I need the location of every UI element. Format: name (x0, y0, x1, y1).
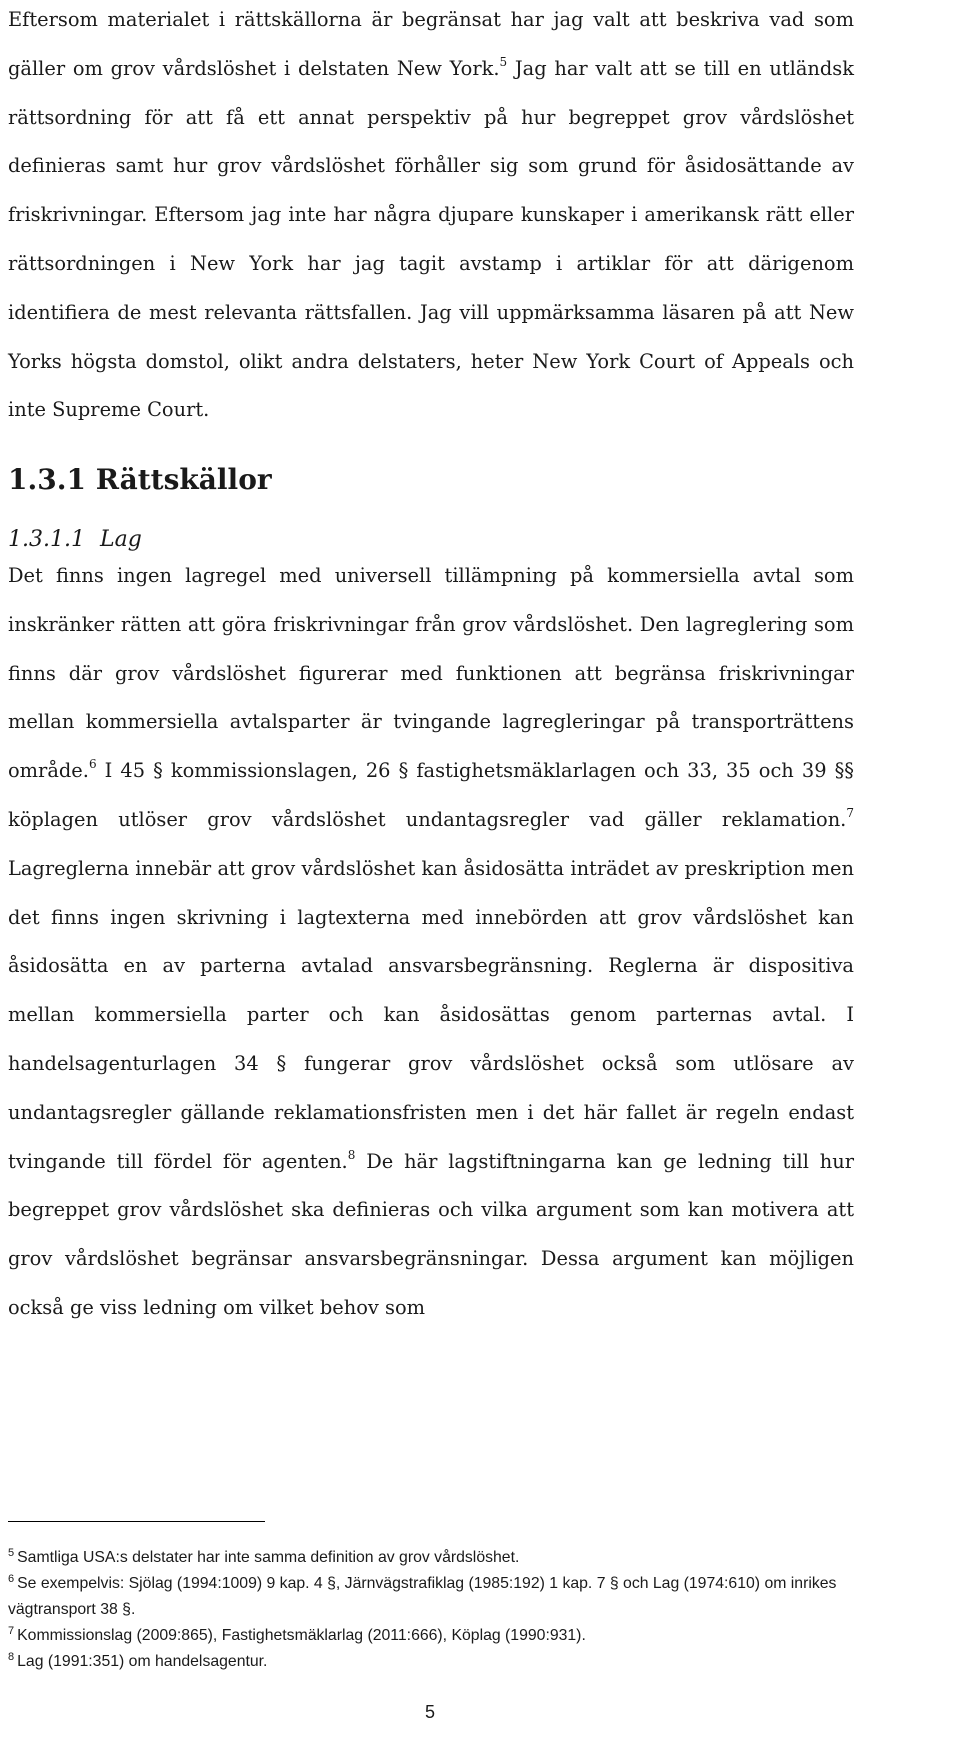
subsection-title: Lag (100, 527, 142, 552)
paragraph-text: Det finns ingen lagregel med universell tillämpning på kommersiella avtal som inskränker rätten att göra friskrivningar från grov vårdslöshet. Den lagreglering som finns där grov vårdslöshet figurerar med funktionen att begränsa friskrivningar mellan kommersiella avtalsparter är tvingande lagregleringar på transporträttens område. (8, 564, 854, 783)
footnote-text: Samtliga USA:s delstater har inte samma definition av grov vårdslöshet. (17, 1549, 520, 1566)
body-paragraph-lag (8, 552, 854, 1333)
footnote-6 (8, 1571, 854, 1623)
paragraph-text: Jag har valt att se till en utländsk rättsordning för att få ett annat perspektiv på hur begreppet grov vårdslöshet definieras samt hur grov vårdslöshet förhåller sig som grund för åsidosättande av friskrivningar. Eftersom jag inte har några djupare kunskaper i amerikansk rätt eller rättsordningen i New York har jag tagit avstamp i artiklar för att därigenom identifiera de mest relevanta rättsfallen. Jag vill uppmärksamma läsaren på att New Yorks högsta domstol, olikt andra delstaters, heter New York Court of Appeals och inte Supreme Court. (8, 56, 854, 422)
document-page (8, 0, 854, 1319)
footnote-ref-8[interactable]: 8 (347, 1147, 356, 1162)
paragraph-text: I 45 § kommissionslagen, 26 § fastighetsmäklarlagen och 33, 35 och 39 §§ köplagen utlöser grov vårdslöshet undantagsregler vad gäller reklamation. (8, 759, 854, 831)
footnote-text: Lag (1991:351) om handelsagentur. (17, 1653, 268, 1670)
footnote-number: 5 (8, 1547, 15, 1559)
footnote-number: 8 (8, 1651, 15, 1663)
footnote-ref-5[interactable]: 5 (499, 54, 508, 69)
paragraph-text: Lagreglerna innebär att grov vårdslöshet kan åsidosätta inträdet av preskription men det finns ingen skrivning i lagtexterna med innebörden att grov vårdslöshet kan åsidosätta en av parterna avtalad ansvarsbegränsning. Reglerna är dispositiva mellan kommersiella parter och kan åsidosättas genom parternas avtal. I handelsagenturlagen 34 § fungerar grov vårdslöshet också som utlösare av undantagsregler gällande reklamationsfristen men i det här fallet är regeln endast tvingande till fördel för agenten. (8, 856, 854, 1173)
footnote-7 (8, 1623, 854, 1649)
footnote-text: Se exempelvis: Sjölag (1994:1009) 9 kap. 4 §, Järnvägstrafiklag (1985:192) 1 kap. 7 § och Lag (1974:610) om inrikes vägtransport 38 §. (8, 1575, 837, 1618)
page-number: 5 (424, 1702, 435, 1722)
footnote-separator (8, 1521, 265, 1522)
footnote-ref-6[interactable]: 6 (88, 757, 97, 772)
section-heading: 1.3.1 Rättskällor (8, 463, 272, 496)
footnote-number: 7 (8, 1625, 15, 1637)
footnote-8 (8, 1649, 854, 1675)
paragraph-text: Eftersom materialet i rättskällorna är begränsat har jag valt att beskriva vad som gäller om grov vårdslöshet i delstaten New York. (8, 8, 854, 80)
footnote-ref-7[interactable]: 7 (846, 805, 854, 820)
subsection-heading (8, 527, 142, 552)
footnote-5 (8, 1545, 854, 1571)
footnote-text: Kommissionslag (2009:865), Fastighetsmäklarlag (2011:666), Köplag (1990:931). (17, 1627, 586, 1644)
footnote-number: 6 (8, 1573, 15, 1585)
paragraph-text: De här lagstiftningarna kan ge ledning till hur begreppet grov vårdslöshet ska definieras och vilka argument som kan motivera att grov vårdslöshet begränsar ansvarsbegränsningar. Dessa argument kan möjligen också ge viss ledning om vilket behov som (8, 1149, 854, 1319)
footnotes (8, 1545, 854, 1675)
subsection-number: 1.3.1.1 (8, 527, 85, 552)
body-paragraph-intro (8, 0, 854, 435)
